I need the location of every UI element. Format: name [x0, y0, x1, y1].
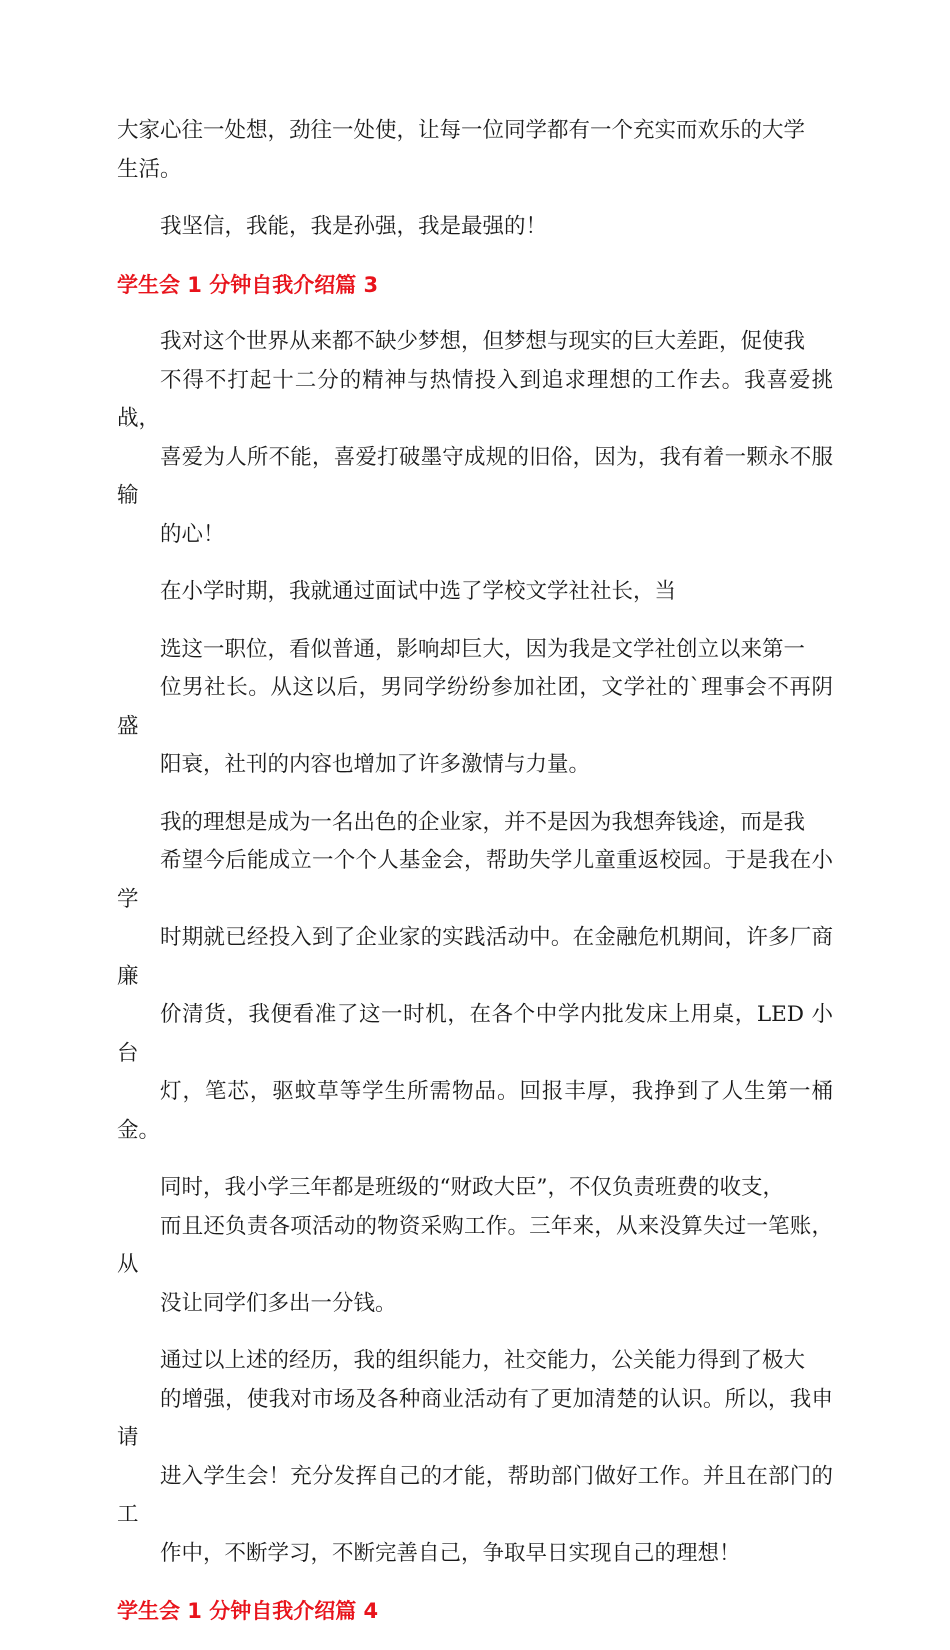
- paragraph-line: 的增强，使我对市场及各种商业活动有了更加清楚的认识。所以，我申请: [117, 1386, 833, 1450]
- paragraph-line: 的心！: [160, 521, 225, 547]
- paragraph: [117, 573, 833, 612]
- paragraph-line: 阳衰，社刊的内容也增加了许多激情与力量。: [160, 752, 591, 777]
- paragraph: [117, 208, 833, 247]
- paragraph-line: 希望今后能成立一个个人基金会，帮助失学儿童重返校园。于是我在小学: [117, 848, 833, 912]
- paragraph: [117, 804, 833, 1151]
- paragraph-line: 时期就已经投入到了企业家的实践活动中。在金融危机期间，许多厂商廉: [117, 925, 833, 989]
- paragraph-line: 价清货，我便看准了这一时机，在各个中学内批发床上用桌，LED 小台: [117, 1002, 833, 1066]
- paragraph-line: 我的理想是成为一名出色的企业家，并不是因为我想奔钱途，而是我: [160, 809, 806, 835]
- paragraph-line: 选这一职位，看似普通，影响却巨大，因为我是文学社创立以来第一: [160, 636, 806, 662]
- paragraph: [117, 1169, 833, 1323]
- paragraph-line: 喜爱为人所不能，喜爱打破墨守成规的旧俗，因为，我有着一颗永不服输: [117, 444, 833, 508]
- paragraph-line: 同时，我小学三年都是班级的“财政大臣”，不仅负责班费的收支，: [160, 1175, 784, 1200]
- section-heading: 学生会 1 分钟自我介绍篇 4: [117, 1599, 379, 1623]
- paragraph-line: 我对这个世界从来都不缺少梦想，但梦想与现实的巨大差距，促使我: [160, 329, 806, 354]
- paragraph-line: 我坚信，我能，我是孙强，我是最强的！: [160, 214, 548, 239]
- document-body: [117, 112, 833, 1650]
- paragraph-line: 位男社长。从这以后，男同学纷纷参加社团，文学社的`理事会不再阴盛: [117, 675, 833, 739]
- paragraph-line: 没让同学们多出一分钱。: [160, 1290, 397, 1316]
- paragraph: [117, 631, 833, 785]
- paragraph-line: 灯，笔芯，驱蚊草等学生所需物品。回报丰厚，我挣到了人生第一桶金。: [117, 1079, 833, 1143]
- paragraph-line: 进入学生会！充分发挥自己的才能，帮助部门做好工作。并且在部门的工: [117, 1463, 833, 1527]
- paragraph-line: 不得不打起十二分的精神与热情投入到追求理想的工作去。我喜爱挑战，: [117, 367, 833, 431]
- paragraph: [117, 323, 833, 554]
- paragraph-line: 而且还负责各项活动的物资采购工作。三年来，从来没算失过一笔账，从: [117, 1213, 833, 1277]
- paragraph-line: 作中，不断学习，不断完善自己，争取早日实现自己的理想！: [160, 1540, 741, 1566]
- paragraph: [117, 112, 833, 189]
- paragraph: [117, 1342, 833, 1573]
- section-heading: 学生会 1 分钟自我介绍篇 3: [117, 272, 379, 297]
- paragraph-line: 在小学时期，我就通过面试中选了学校文学社社长，当: [160, 579, 677, 604]
- paragraph-line: 生活。: [117, 156, 182, 182]
- paragraph-line: 通过以上述的经历，我的组织能力，社交能力，公关能力得到了极大: [160, 1348, 806, 1373]
- paragraph-line: 大家心往一处想，劲往一处使，让每一位同学都有一个充实而欢乐的大学: [117, 118, 806, 143]
